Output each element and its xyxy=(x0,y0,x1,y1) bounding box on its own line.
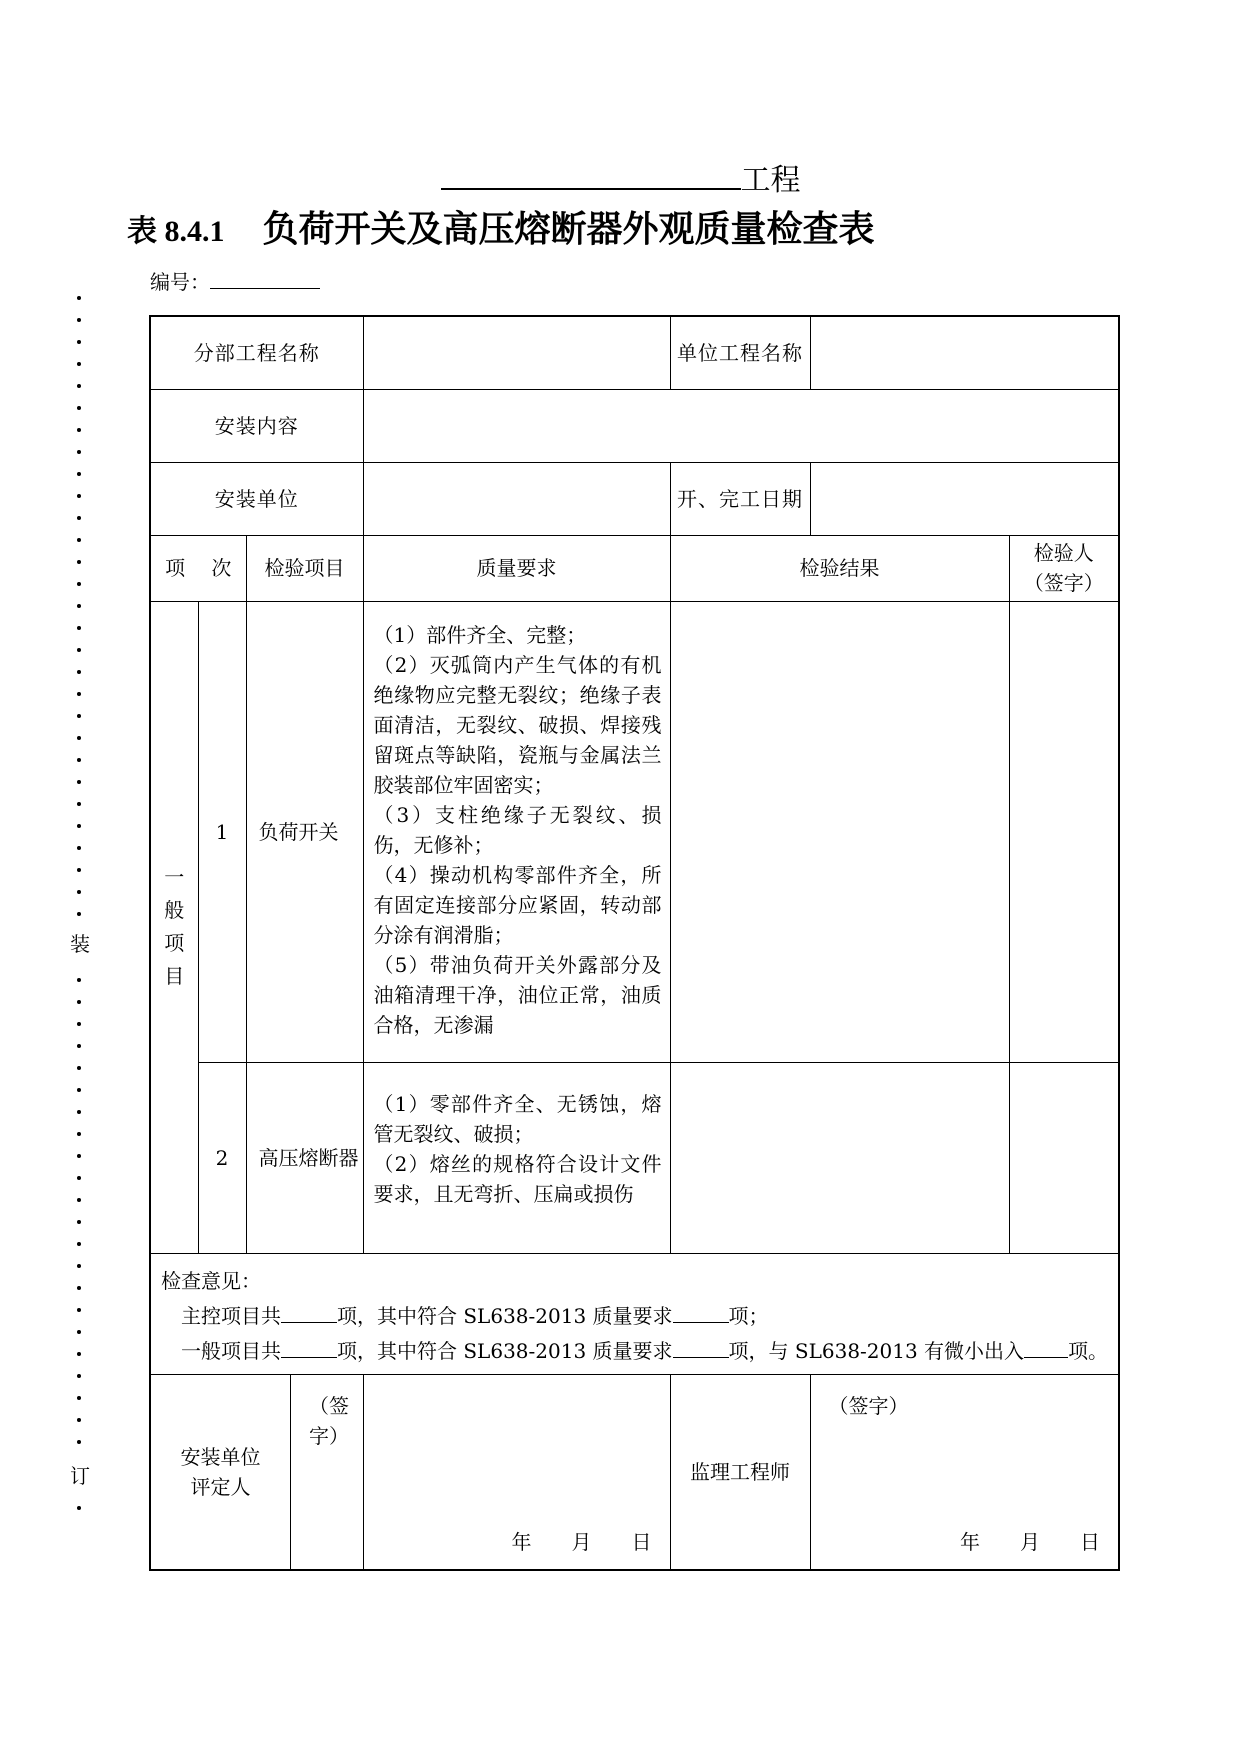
table-title xyxy=(127,205,875,256)
binding-dot xyxy=(77,626,81,630)
row-inspector-signature[interactable] xyxy=(1009,601,1119,1062)
binding-dot xyxy=(77,1044,81,1048)
binding-dot xyxy=(77,780,81,784)
install-content-value[interactable] xyxy=(363,389,1119,462)
binding-dot xyxy=(77,406,81,410)
binding-dot xyxy=(77,472,81,476)
binding-dot xyxy=(77,362,81,366)
binding-dot xyxy=(77,340,81,344)
row-item: 负荷开关 xyxy=(246,601,363,1062)
row-inspector-signature[interactable] xyxy=(1009,1062,1119,1253)
install-evaluator-cell xyxy=(150,1374,363,1570)
requirement-line: （2）灭弧筒内产生气体的有机绝缘物应完整无裂纹；绝缘子表面清洁，无裂纹、破损、焊接残留斑点等缺陷，瓷瓶与金属法兰胶装部位牢固密实； xyxy=(373,652,662,797)
row-result[interactable] xyxy=(670,1062,1009,1253)
binding-dot xyxy=(77,1264,81,1268)
col-inspection-item: 检验项目 xyxy=(246,535,363,601)
binding-dot xyxy=(77,978,81,982)
install-evaluator-split xyxy=(151,1375,363,1569)
row-requirements xyxy=(363,1062,670,1253)
binding-dot xyxy=(77,296,81,300)
unit-project-label: 单位工程名称 xyxy=(670,316,810,389)
install-unit-label: 安装单位 xyxy=(150,462,363,535)
binding-dot xyxy=(77,868,81,872)
category-general-items xyxy=(150,601,198,1253)
category-char: 一 xyxy=(164,865,185,889)
row-result[interactable] xyxy=(670,601,1009,1062)
binding-dot xyxy=(77,1066,81,1070)
row-item: 高压熔断器 xyxy=(246,1062,363,1253)
inspection-opinion[interactable] xyxy=(150,1253,1119,1374)
binding-dot xyxy=(77,604,81,608)
supervisor-date: 年 月 日 xyxy=(960,1529,1100,1554)
binding-dot xyxy=(77,1220,81,1224)
install-evaluator-label: 安装单位 评定人 xyxy=(151,1375,291,1569)
install-unit-value[interactable] xyxy=(363,462,670,535)
col-result: 检验结果 xyxy=(670,535,1009,601)
binding-dot xyxy=(77,1440,81,1444)
install-sign-label: （签字） xyxy=(309,1393,349,1448)
serial-blank[interactable] xyxy=(210,266,320,289)
sub-project-label: 分部工程名称 xyxy=(150,316,363,389)
supervisor-sign-area[interactable] xyxy=(810,1374,1119,1570)
binding-dot xyxy=(77,1396,81,1400)
table-row xyxy=(150,1062,1119,1253)
table-number: 表 8.4.1 xyxy=(127,215,225,248)
unit-project-value[interactable] xyxy=(810,316,1119,389)
install-evaluator-date-cell[interactable] xyxy=(363,1374,670,1570)
category-char: 目 xyxy=(164,964,185,988)
binding-dot xyxy=(77,560,81,564)
binding-dot xyxy=(77,516,81,520)
opinion-general-items: 一般项目共 项，其中符合 SL638-2013 质量要求 项，与 SL638-2013 有微小出入 项。 xyxy=(161,1333,1108,1368)
sub-project-value[interactable] xyxy=(363,316,670,389)
binding-dot xyxy=(77,1308,81,1312)
project-suffix: 工程 xyxy=(740,163,801,198)
supervisor-label: 监理工程师 xyxy=(670,1374,810,1570)
binding-dot xyxy=(77,538,81,542)
binding-dot xyxy=(77,450,81,454)
general-total-blank[interactable] xyxy=(281,1333,337,1358)
serial-label: 编号： xyxy=(150,270,210,294)
project-name-line xyxy=(0,158,1241,201)
binding-margin xyxy=(70,296,88,1516)
binding-dot xyxy=(77,428,81,432)
binding-dot xyxy=(77,1374,81,1378)
binding-dot xyxy=(77,1110,81,1114)
binding-dot xyxy=(77,494,81,498)
requirement-line: （5）带油负荷开关外露部分及油箱清理干净，油位正常，油质合格，无渗漏 xyxy=(373,952,662,1037)
project-name-blank[interactable] xyxy=(441,158,741,190)
row-number: 2 xyxy=(198,1062,246,1253)
binding-dot xyxy=(77,1000,81,1004)
binding-dot xyxy=(77,714,81,718)
binding-dot xyxy=(77,1022,81,1026)
binding-dot xyxy=(77,318,81,322)
requirement-line: （1）零部件齐全、无锈蚀，熔管无裂纹、破损； xyxy=(373,1091,662,1146)
requirement-line: （1）部件齐全、完整； xyxy=(373,622,587,647)
binding-dot xyxy=(77,648,81,652)
binding-dot xyxy=(77,736,81,740)
main-conform-blank[interactable] xyxy=(673,1298,729,1323)
binding-dot xyxy=(77,692,81,696)
table-row xyxy=(150,601,1119,1062)
table-title-text: 负荷开关及高压熔断器外观质量检查表 xyxy=(262,208,875,250)
binding-dot xyxy=(77,1154,81,1158)
binding-dot xyxy=(77,802,81,806)
start-end-date-value[interactable] xyxy=(810,462,1119,535)
row-requirements xyxy=(363,601,670,1062)
binding-dot xyxy=(77,890,81,894)
requirement-line: （4）操动机构零部件齐全，所有固定连接部分应紧固，转动部分涂有润滑脂； xyxy=(373,862,662,947)
binding-dot xyxy=(77,1286,81,1290)
general-deviation-blank[interactable] xyxy=(1024,1333,1068,1358)
category-char: 般 xyxy=(164,898,185,922)
inspection-form xyxy=(149,315,1120,1571)
col-inspector-line2: （签字） xyxy=(1023,571,1104,595)
start-end-date-label: 开、完工日期 xyxy=(670,462,810,535)
serial-number xyxy=(150,266,320,296)
requirement-line: （2）熔丝的规格符合设计文件要求，且无弯折、压扁或损伤 xyxy=(373,1151,662,1206)
requirement-line: （3）支柱绝缘子无裂纹、损伤，无修补； xyxy=(373,802,662,857)
binding-dot xyxy=(77,1198,81,1202)
category-char: 项 xyxy=(164,931,185,955)
col-item-no: 项 次 xyxy=(150,535,246,601)
binding-dot xyxy=(77,912,81,916)
binding-dot xyxy=(77,846,81,850)
col-quality-req: 质量要求 xyxy=(363,535,670,601)
binding-dot xyxy=(77,758,81,762)
binding-dot xyxy=(77,1418,81,1422)
row-number: 1 xyxy=(198,601,246,1062)
binding-dot xyxy=(77,1506,81,1510)
binding-char-ding: 订 xyxy=(70,1464,90,1488)
supervisor-sign-label: （签字） xyxy=(828,1393,909,1418)
main-total-blank[interactable] xyxy=(281,1298,337,1323)
opinion-label: 检查意见： xyxy=(161,1268,261,1293)
col-inspector xyxy=(1009,535,1119,601)
binding-dot xyxy=(77,582,81,586)
binding-dot xyxy=(77,1330,81,1334)
binding-dot xyxy=(77,1088,81,1092)
binding-dot xyxy=(77,1132,81,1136)
opinion-main-items: 主控项目共 项，其中符合 SL638-2013 质量要求 项； xyxy=(161,1298,1108,1333)
install-date: 年 月 日 xyxy=(511,1529,652,1554)
binding-dot xyxy=(77,1242,81,1246)
binding-dot xyxy=(77,384,81,388)
binding-dot xyxy=(77,1176,81,1180)
col-inspector-line1: 检验人 xyxy=(1033,541,1094,565)
binding-dot xyxy=(77,670,81,674)
binding-dot xyxy=(77,1352,81,1356)
binding-char-zhuang: 装 xyxy=(70,932,90,956)
install-evaluator-sign-area[interactable] xyxy=(291,1375,363,1569)
install-content-label: 安装内容 xyxy=(150,389,363,462)
binding-dot xyxy=(77,824,81,828)
general-conform-blank[interactable] xyxy=(673,1333,729,1358)
